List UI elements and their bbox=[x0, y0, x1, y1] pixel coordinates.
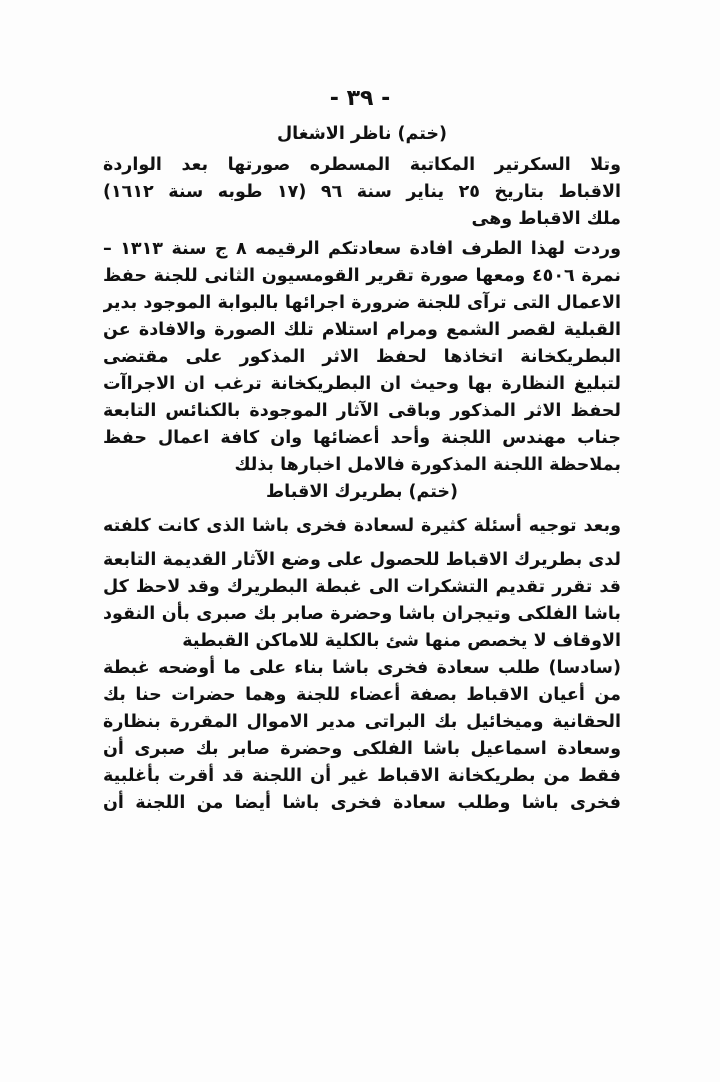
text-line: نمرة ٤٥٠٦ ومعها صورة تقرير القومسيون الثانى للجنة حفظ bbox=[103, 266, 621, 286]
text-line: باشا الفلكى وتيجران باشا وحضرة صابر بك صبرى بأن النقود bbox=[103, 604, 621, 624]
text-line: الاوقاف لا يخصص منها شئ بالكلية للاماكن القبطية bbox=[182, 631, 621, 651]
text-line: وتلا السكرتير المكاتبة المسطره صورتها بعد الواردة bbox=[103, 155, 621, 175]
text-line: لحفظ الاثر المذكور وباقى الآثار الموجودة بالكنائس التابعة bbox=[103, 401, 621, 421]
text-line: فقط من بطريكخانة الاقباط غير أن اللجنة قد أقرت بأغلبية bbox=[103, 766, 621, 786]
text-line: القبلية لقصر الشمع ومرام استلام تلك الصورة والافادة عن bbox=[103, 320, 621, 340]
text-line: ملك الاقباط وهى bbox=[471, 209, 621, 229]
text-line: لتبليغ النظارة بها وحيث ان البطريكخانة ترغب ان الاجراآت bbox=[103, 374, 621, 394]
text-line: الاقباط بتاريخ ٢٥ يناير سنة ٩٦ (١٧ طوبه سنة ١٦١٢) bbox=[103, 182, 621, 202]
text-line: بملاحظة اللجنة المذكورة فالامل اخبارها بذلك bbox=[234, 455, 621, 475]
text-line: وسعادة اسماعيل باشا الفلكى وحضرة صابر بك صبرى أن bbox=[103, 739, 621, 759]
text-line: البطريكخانة اتخاذها لحفظ الاثر المذكور على مقتضى bbox=[103, 347, 621, 367]
text-line: فخرى باشا وطلب سعادة فخرى باشا أيضا من اللجنة أن bbox=[103, 793, 621, 813]
text-line: الحقانية وميخائيل بك البراتى مدير الاموال المقررة بنظارة bbox=[103, 712, 621, 732]
text-line: الاعمال التى ترآى للجنة ضرورة اجرائها بالبوابة الموجود بدير bbox=[103, 293, 621, 313]
text-line: (سادسا) طلب سعادة فخرى باشا بناء على ما أوضحه غبطة bbox=[103, 658, 621, 678]
page-number: - ٣٩ - bbox=[329, 86, 391, 111]
text-line: قد تقرر تقديم التشكرات الى غبطة البطريرك وقد لاحظ كل bbox=[103, 577, 621, 597]
section-heading: (ختم) ناظر الاشغال bbox=[276, 124, 448, 144]
text-line: جناب مهندس اللجنة وأحد أعضائها وان كافة اعمال حفظ bbox=[103, 428, 621, 448]
text-line: من أعيان الاقباط بصفة أعضاء للجنة وهما حضرات حنا بك bbox=[103, 685, 621, 705]
text-line: وبعد توجيه أسئلة كثيرة لسعادة فخرى باشا الذى كانت كلفته bbox=[103, 516, 621, 536]
text-line: لدى بطريرك الاقباط للحصول على وضع الآثار القديمة التابعة bbox=[103, 550, 621, 570]
text-line: وردت لهذا الطرف افادة سعادتكم الرقيمه ٨ ج سنة ١٣١٣ – bbox=[103, 239, 621, 259]
section-heading: (ختم) بطريرك الاقباط bbox=[265, 482, 459, 502]
